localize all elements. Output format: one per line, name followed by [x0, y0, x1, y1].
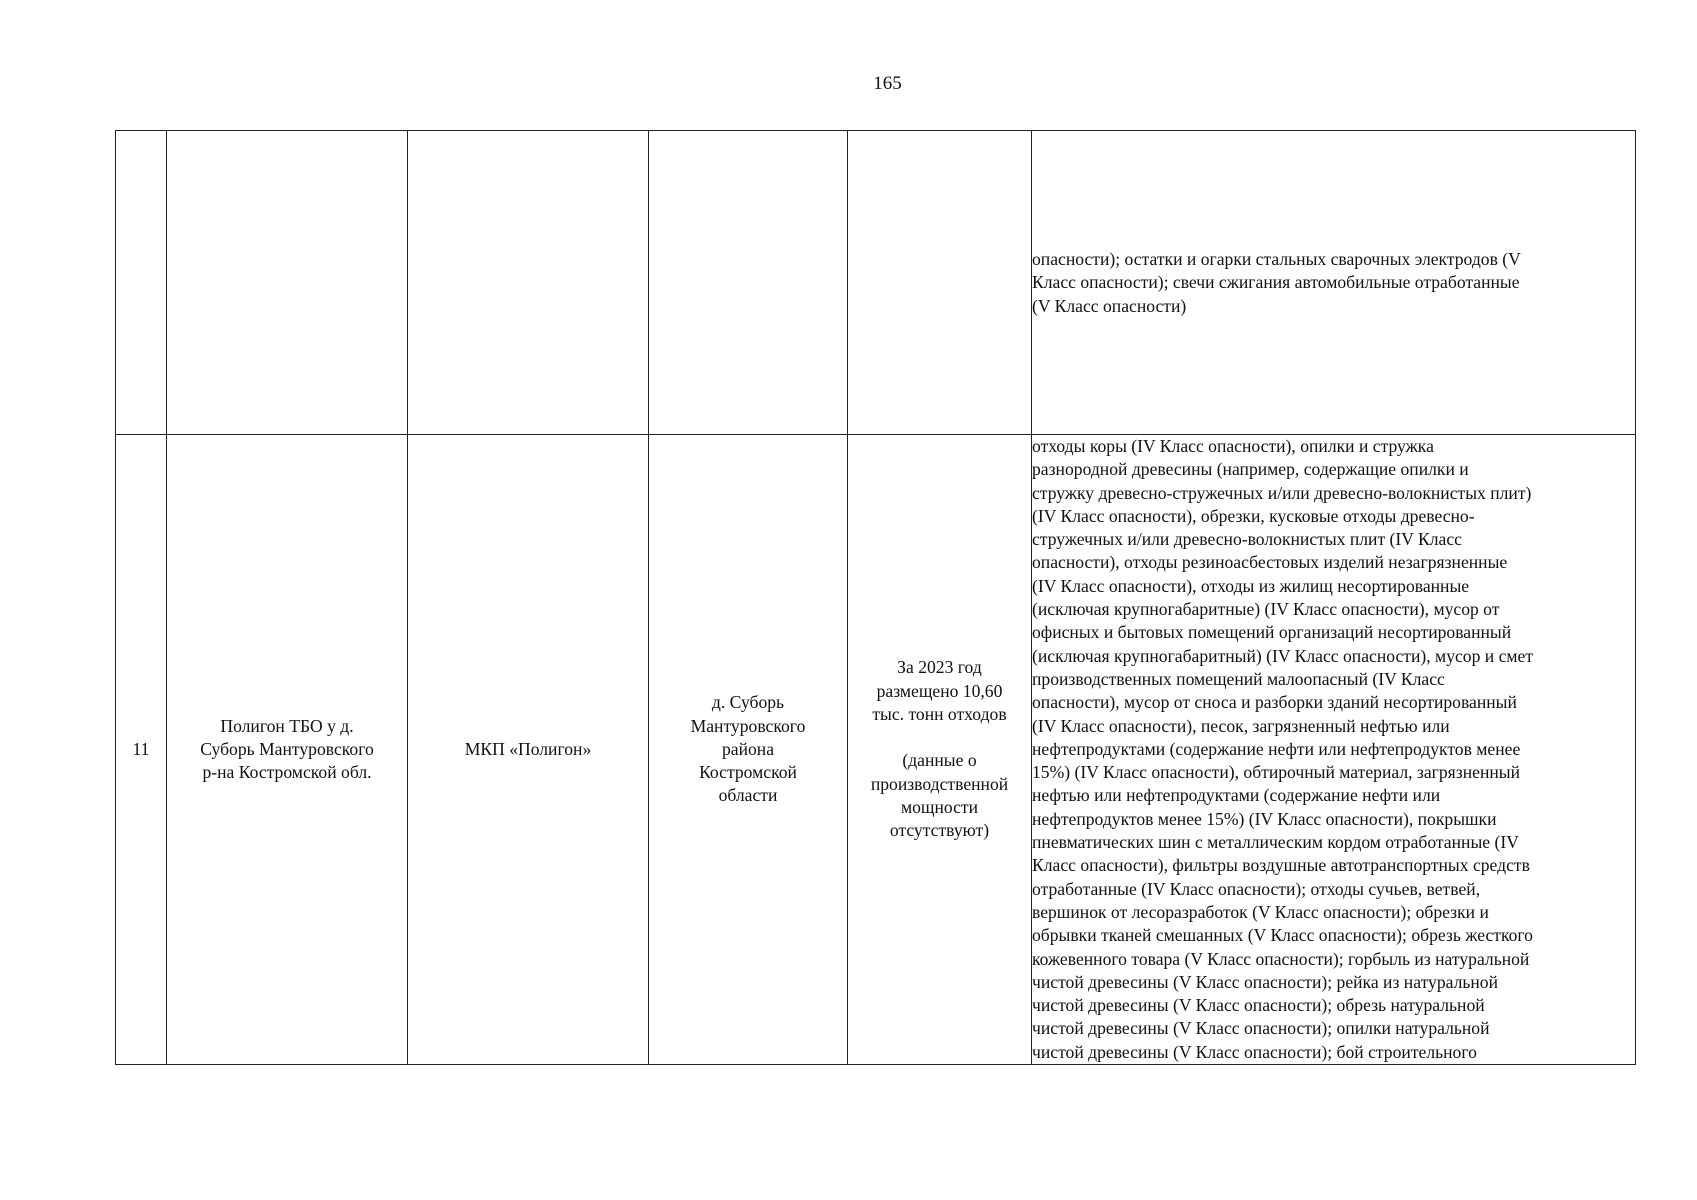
waste-types-cell [1032, 131, 1636, 435]
volume-line: тыс. тонн отходов [872, 704, 1007, 725]
waste-types-cell [1032, 435, 1636, 1065]
volume-cell [848, 131, 1032, 435]
spacer [848, 726, 1031, 749]
waste-line: вершинок от лесоразработок (V Класс опасности); обрезки и [1032, 901, 1489, 922]
location-line: Мантуровского [690, 715, 806, 736]
facility-name-cell [167, 131, 408, 435]
waste-line: чистой древесины (V Класс опасности); обрезь натуральной [1032, 995, 1485, 1016]
waste-line: офисных и бытовых помещений организаций несортированный [1032, 622, 1512, 643]
location-line: д. Суборь [711, 692, 785, 713]
waste-line: 15%) (IV Класс опасности), обтирочный материал, загрязненный [1032, 762, 1521, 783]
waste-line: нефтепродуктов менее 15%) (IV Класс опасности), покрышки [1032, 808, 1497, 829]
waste-line: нефтепродуктами (содержание нефти или нефтепродуктов менее [1032, 738, 1521, 759]
table-row [116, 131, 1636, 435]
facility-name-line: р-на Костромской обл. [202, 762, 372, 783]
volume-line: За 2023 год [897, 657, 982, 678]
operator-cell: МКП «Полигон» [408, 435, 649, 1065]
waste-line: чистой древесины (V Класс опасности); рейка из натуральной [1032, 971, 1499, 992]
volume-line: размещено 10,60 [876, 680, 1003, 701]
location-cell [649, 435, 848, 1065]
waste-line: Класс опасности), фильтры воздушные автотранспортных средств [1032, 855, 1530, 876]
waste-line: (IV Класс опасности), песок, загрязненный нефтью или [1032, 715, 1450, 736]
volume-cell [848, 435, 1032, 1065]
waste-line: отходы коры (IV Класс опасности), опилки и стружка [1032, 436, 1434, 456]
location-line: района [721, 738, 775, 759]
waste-line: опасности); остатки и огарки стальных сварочных электродов (V [1032, 249, 1521, 270]
table-row [116, 435, 1636, 1065]
waste-line: производственных помещений малоопасный (IV Класс [1032, 668, 1445, 689]
facility-name-cell [167, 435, 408, 1065]
waste-line: (V Класс опасности) [1032, 295, 1187, 316]
volume-note-line: (данные о [902, 750, 977, 771]
waste-line: стружку древесно-стружечных и/или древесно-волокнистых плит) [1032, 482, 1532, 503]
waste-line: Класс опасности); свечи сжигания автомобильные отработанные [1032, 272, 1520, 293]
waste-line: чистой древесины (V Класс опасности); бой строительного [1032, 1041, 1477, 1062]
waste-line: разнородной древесины (например, содержащие опилки и [1032, 459, 1469, 480]
landfill-table [115, 130, 1636, 1065]
page-number: 165 [873, 73, 902, 94]
waste-line: обрывки тканей смешанных (V Класс опасности); обрезь жесткого [1032, 925, 1533, 946]
waste-line: (IV Класс опасности), отходы из жилищ несортированные [1032, 575, 1470, 596]
waste-line: опасности), отходы резиноасбестовых изделий незагрязненные [1032, 552, 1508, 573]
operator-cell [408, 131, 649, 435]
volume-note-line: производственной [870, 773, 1009, 794]
row-number-cell: 11 [116, 435, 167, 1065]
location-cell [649, 131, 848, 435]
location-line: области [718, 785, 778, 806]
row-number-cell [116, 131, 167, 435]
waste-line: пневматических шин с металлическим кордом отработанные (IV [1032, 832, 1519, 853]
waste-line: (исключая крупногабаритные) (IV Класс опасности), мусор от [1032, 599, 1500, 620]
facility-name-line: Полигон ТБО у д. [220, 715, 354, 736]
facility-name-line: Суборь Мантуровского [200, 738, 374, 759]
location-line: Костромской [699, 762, 797, 783]
waste-line: опасности), мусор от сноса и разборки зданий несортированный [1032, 692, 1517, 713]
waste-line: (исключая крупногабаритный) (IV Класс опасности), мусор и смет [1032, 645, 1534, 666]
waste-line: (IV Класс опасности), обрезки, кусковые отходы древесно- [1032, 505, 1475, 526]
volume-note-line: мощности [900, 796, 979, 817]
waste-line: отработанные (IV Класс опасности); отходы сучьев, ветвей, [1032, 878, 1481, 899]
volume-note-line: отсутствуют) [889, 820, 990, 841]
waste-line: нефтью или нефтепродуктами (содержание нефти или [1032, 785, 1441, 806]
waste-line: чистой древесины (V Класс опасности); опилки натуральной [1032, 1018, 1490, 1039]
waste-line: кожевенного товара (V Класс опасности); горбыль из натуральной [1032, 948, 1530, 969]
waste-line: стружечных и/или древесно-волокнистых плит (IV Класс [1032, 529, 1462, 550]
